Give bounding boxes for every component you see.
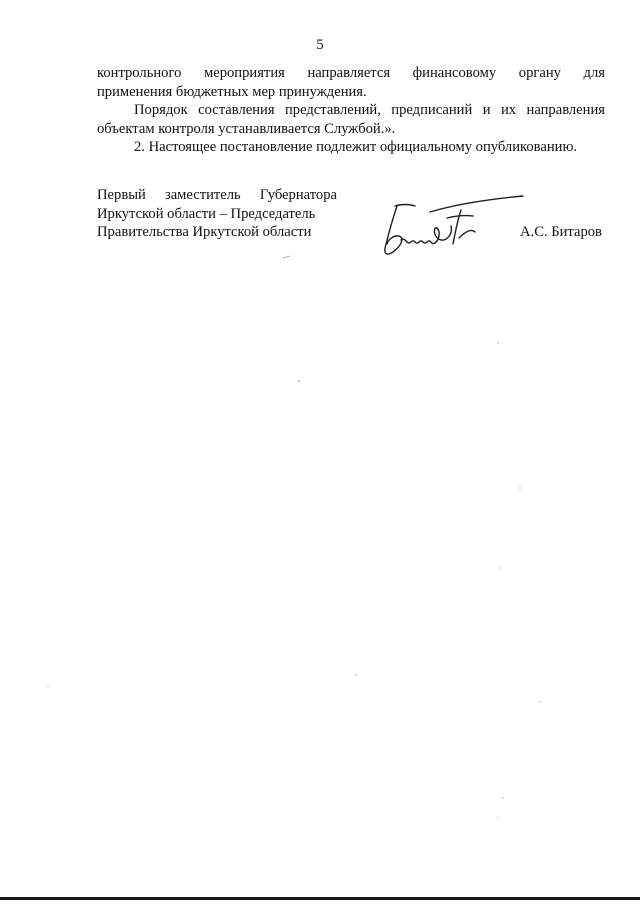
- signatory-title-line-2: Иркутской области – Председатель: [97, 205, 316, 222]
- body-word: для: [583, 65, 605, 81]
- scan-edge-line: [0, 897, 640, 900]
- title-word: Губернатора: [259, 187, 337, 203]
- title-word: Первый: [97, 187, 146, 203]
- paragraph-procedure: Порядок составления представлений, предписаний и их направления объектам контроля устанавливается Службой.».: [97, 102, 605, 137]
- body-word: контрольного: [97, 65, 182, 81]
- body-word: финансовому: [412, 65, 497, 81]
- signatory-title-line-3: Правительства Иркутской области: [97, 224, 312, 240]
- title-word: заместитель: [164, 187, 241, 203]
- page-number: 5: [316, 37, 324, 53]
- body-word: направляется: [307, 65, 391, 81]
- signatory-name: А.С. Битаров: [520, 224, 602, 240]
- paragraph-publication: 2. Настоящее постановление подлежит официальному опубликованию.: [134, 139, 578, 155]
- body-word: органу: [518, 65, 561, 81]
- body-line-2: применения бюджетных мер принуждения.: [97, 83, 367, 100]
- body-word: мероприятия: [204, 65, 285, 81]
